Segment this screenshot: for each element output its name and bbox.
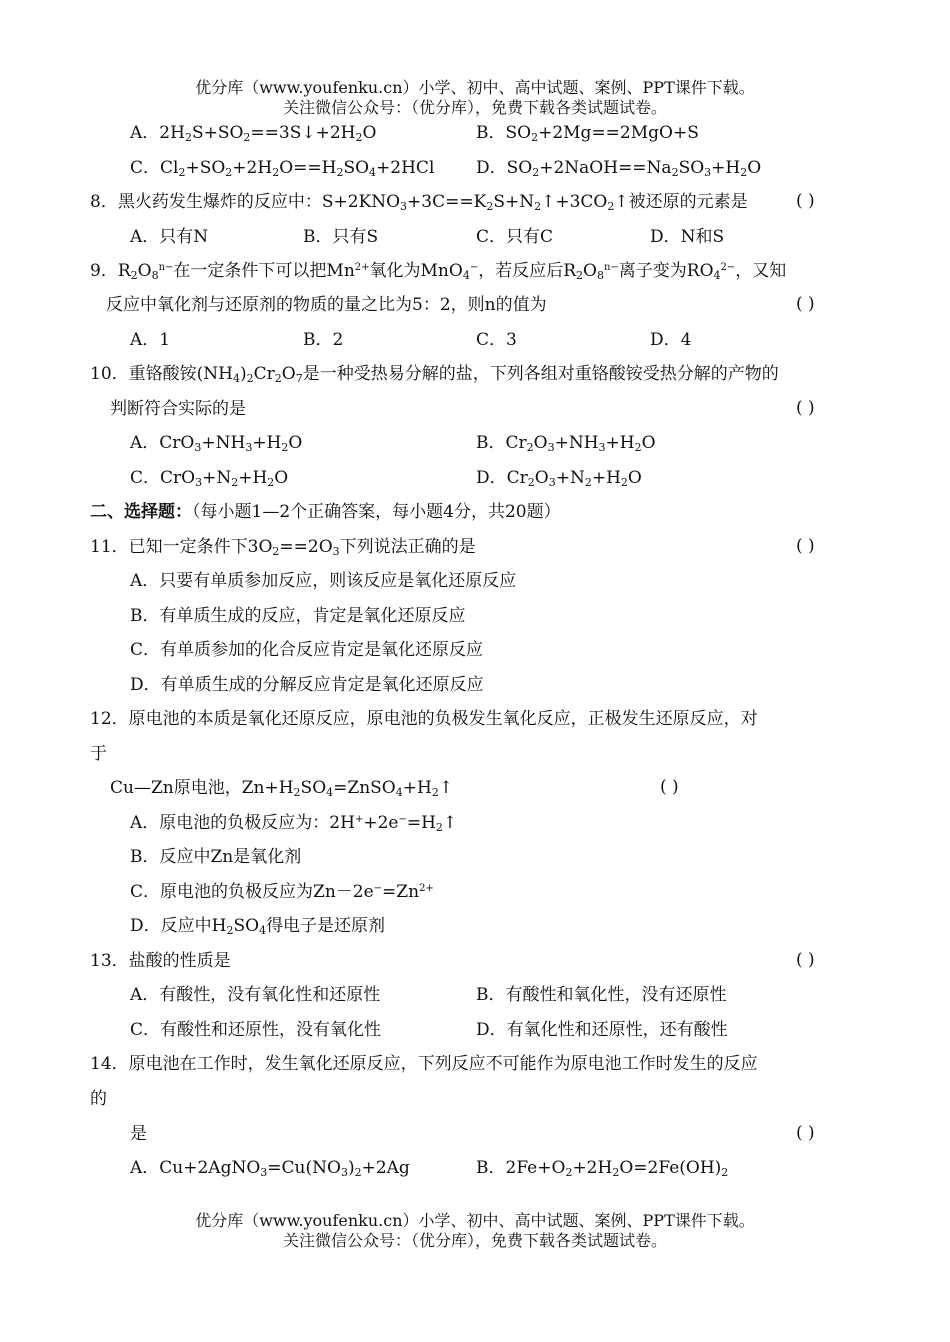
q12-answer-blank: ( ) (660, 777, 679, 797)
q9-stem-line-2: 反应中氧化剂与还原剂的物质的量之比为5：2，则n的值为 (106, 295, 547, 315)
q8-answer-blank: ( ) (796, 191, 815, 211)
q13-answer-blank: ( ) (796, 950, 815, 970)
q9-option-c: C．3 (476, 330, 517, 350)
q12-option-b: B．反应中Zn是氧化剂 (130, 847, 302, 867)
page-footer-line-2: 关注微信公众号：（优分库），免费下载各类试题试卷。 (282, 1231, 667, 1250)
q13-stem: 13．盐酸的性质是 (90, 951, 231, 971)
q12-option-c: C．原电池的负极反应为$Zn-2e^-=Zn^{2+}$ (130, 882, 434, 902)
q14-option-b: B．$2Fe+O_2+2H_2O=2Fe(OH)_2$ (476, 1158, 729, 1179)
q10-option-b: B．$Cr_2O_3+NH_3+H_2O$ (476, 433, 656, 454)
q7-option-d: D．$SO_2+2NaOH==Na_2SO_3+H_2O$ (476, 158, 762, 179)
section-2-note: （每小题1—2个正确答案，每小题4分，共20题） (192, 502, 561, 522)
q11-option-b: B．有单质生成的反应，肯定是氧化还原反应 (130, 606, 466, 626)
q12-stem-line-2: 于 (90, 744, 107, 764)
page-header-line-1: 优分库（www.youfenku.cn）小学、初中、高中试题、案例、PPT课件下载。 (195, 78, 755, 97)
q10-stem-line-2: 判断符合实际的是 (110, 399, 246, 419)
q11-option-c: C．有单质参加的化合反应肯定是氧化还原反应 (130, 640, 484, 660)
q11-option-d: D．有单质生成的分解反应肯定是氧化还原反应 (130, 675, 484, 695)
q12-option-a: A．原电池的负极反应为：$2H^++2e^-=H_2↑$ (130, 813, 458, 834)
q8-option-d: D．N和S (650, 227, 725, 247)
q14-answer-blank: ( ) (796, 1123, 815, 1143)
q14-stem-line-2: 的 (90, 1089, 107, 1109)
q9-option-a: A．1 (130, 330, 171, 350)
q11-option-a: A．只要有单质参加反应，则该反应是氧化还原反应 (130, 571, 517, 591)
q12-option-d: D．反应中$H_2SO_4$得电子是还原剂 (130, 916, 386, 937)
q14-stem-line-3: 是 (130, 1124, 147, 1144)
q13-option-a: A．有酸性，没有氧化性和还原性 (130, 985, 381, 1005)
q8-stem: 8．黑火药发生爆炸的反应中：$S+2KNO_3+3C==K_2S+N_2↑+3CO_2↑$被还原的元素是 (90, 192, 748, 213)
q9-option-d: D．4 (650, 330, 692, 350)
page-footer-line-1: 优分库（www.youfenku.cn）小学、初中、高中试题、案例、PPT课件下载。 (195, 1211, 755, 1230)
q12-stem-line-1: 12．原电池的本质是氧化还原反应，原电池的负极发生氧化反应，正极发生还原反应，对 (90, 709, 758, 729)
q10-stem-line-1: 10．重铬酸铵$(NH_4)_2Cr_2O_7$是一种受热易分解的盐，下列各组对重铬酸铵受热分解的产物的 (90, 364, 779, 385)
q14-option-a: A．$Cu+2AgNO_3=Cu(NO_3)_2+2Ag$ (130, 1158, 410, 1179)
q10-option-c: C．$CrO_3+N_2+H_2O$ (130, 468, 289, 489)
q11-answer-blank: ( ) (796, 536, 815, 556)
q14-stem-line-1: 14．原电池在工作时，发生氧化还原反应，下列反应不可能作为原电池工作时发生的反应 (90, 1054, 758, 1074)
section-2-title: 二、选择题： (90, 502, 192, 522)
q9-stem-line-1: 9．$R_2O_8^{n-}$在一定条件下可以把$Mn^{2+}$氧化为MnO$_4$−，若反应后$R_2O_8^{n-}$离子变为$RO_4^{2-}$，又知 (90, 261, 787, 282)
q8-option-a: A．只有N (130, 227, 209, 247)
q8-option-b: B．只有S (303, 227, 379, 247)
section-2-heading (90, 501, 561, 523)
q12-stem-line-3: Cu—Zn原电池，$Zn+H_2SO_4=ZnSO_4+H_2↑$ (110, 778, 454, 799)
q7-option-b: B．$SO_2+2Mg==2MgO+S$ (476, 123, 699, 144)
q10-option-d: D．$Cr_2O_3+N_2+H_2O$ (476, 468, 642, 489)
page-header-line-2: 关注微信公众号：（优分库），免费下载各类试题试卷。 (282, 98, 667, 117)
q10-option-a: A．$CrO_3+NH_3+H_2O$ (130, 433, 303, 454)
q13-option-c: C．有酸性和还原性，没有氧化性 (130, 1020, 382, 1040)
q7-option-c: C．$Cl_2+SO_2+2H_2O==H_2SO_4+2HCl$ (130, 158, 435, 179)
q11-stem: 11．已知一定条件下$3O_2==2O_3$下列说法正确的是 (90, 537, 476, 558)
q13-option-b: B．有酸性和氧化性，没有还原性 (476, 985, 727, 1005)
q7-option-a: A．$2H_2S+SO_2==3S↓+2H_2O$ (130, 123, 377, 144)
q13-option-d: D．有氧化性和还原性，还有酸性 (476, 1020, 728, 1040)
q8-option-c: C．只有C (476, 227, 554, 247)
q9-answer-blank: ( ) (796, 294, 815, 314)
q10-answer-blank: ( ) (796, 398, 815, 418)
q9-option-b: B．2 (303, 330, 344, 350)
